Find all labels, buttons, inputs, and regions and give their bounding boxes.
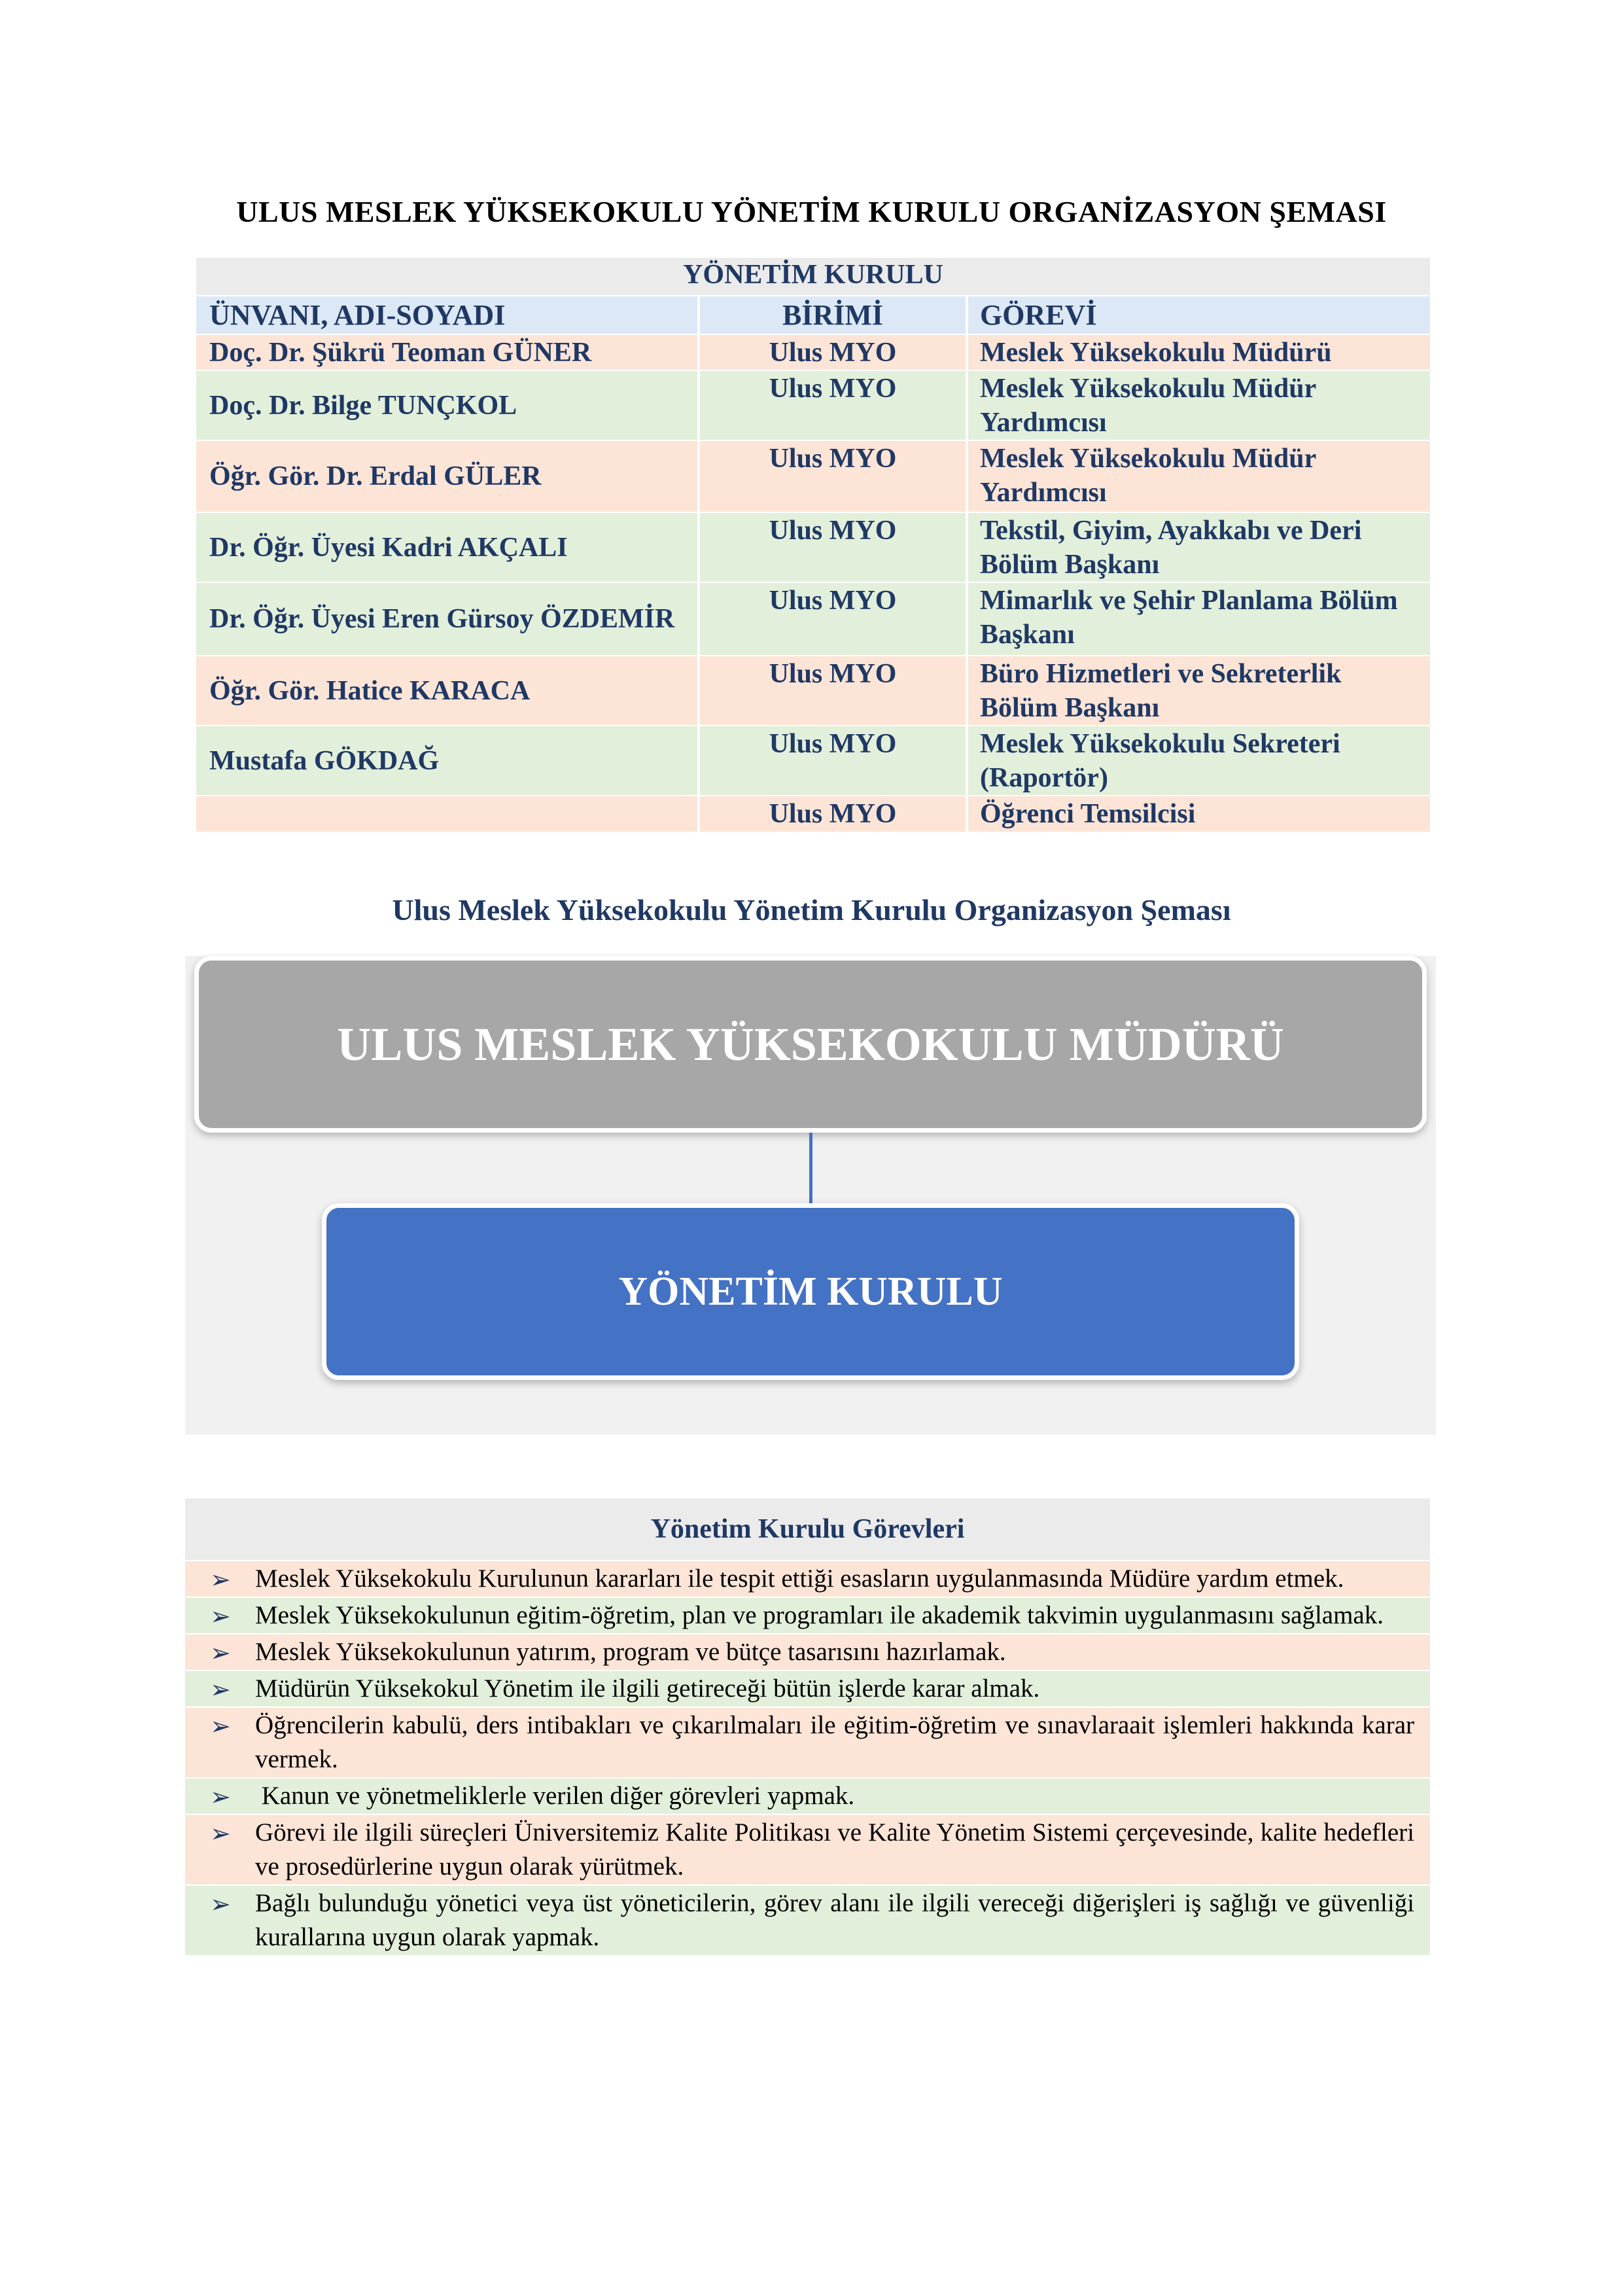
table-row <box>196 795 1430 832</box>
member-unit: Ulus MYO <box>700 370 968 440</box>
arrow-bullet-icon: ➢ <box>210 1602 231 1631</box>
duties-title: Yönetim Kurulu Görevleri <box>185 1498 1430 1560</box>
member-unit: Ulus MYO <box>700 334 968 370</box>
duty-text: Meslek Yüksekokulunun eğitim-öğretim, plan ve programları ile akademik takvimin uygulanmasını sağlamak. <box>255 1601 1384 1629</box>
member-role: Meslek Yüksekokulu Müdür Yardımcısı <box>968 370 1430 440</box>
org-chart-child-node: YÖNETİM KURULU <box>322 1203 1299 1380</box>
member-role: Meslek Yüksekokulu Müdürü <box>968 334 1430 370</box>
duties-list <box>185 1560 1430 1955</box>
table-row <box>196 512 1430 582</box>
duty-text: Bağlı bulunduğu yönetici veya üst yöneticilerin, görev alanı ile ilgili vereceği diğerişleri iş sağlığı ve güvenliği kurallarına uygun olarak yapmak. <box>255 1889 1414 1951</box>
member-unit: Ulus MYO <box>700 795 968 832</box>
arrow-bullet-icon: ➢ <box>210 1782 231 1811</box>
duty-text: Meslek Yüksekokulunun yatırım, program ve bütçe tasarısını hazırlamak. <box>255 1638 1006 1666</box>
table-row <box>196 655 1430 725</box>
duty-item <box>185 1706 1430 1777</box>
member-name: Öğr. Gör. Dr. Erdal GÜLER <box>196 440 700 512</box>
member-name <box>196 795 700 832</box>
arrow-bullet-icon: ➢ <box>210 1565 231 1594</box>
org-chart-root-node: ULUS MESLEK YÜKSEKOKULU MÜDÜRÜ <box>194 956 1427 1133</box>
duties-section <box>185 1498 1430 1955</box>
member-unit: Ulus MYO <box>700 440 968 512</box>
duty-item <box>185 1670 1430 1706</box>
member-role: Büro Hizmetleri ve Sekreterlik Bölüm Başkanı <box>968 655 1430 725</box>
member-role: Öğrenci Temsilcisi <box>968 795 1430 832</box>
member-name: Dr. Öğr. Üyesi Kadri AKÇALI <box>196 512 700 582</box>
arrow-bullet-icon: ➢ <box>210 1638 231 1667</box>
member-role: Meslek Yüksekokulu Sekreteri (Raportör) <box>968 725 1430 795</box>
arrow-bullet-icon: ➢ <box>210 1890 231 1918</box>
arrow-bullet-icon: ➢ <box>210 1712 231 1740</box>
duty-item <box>185 1814 1430 1884</box>
column-header-role: GÖREVİ <box>968 295 1430 334</box>
arrow-bullet-icon: ➢ <box>210 1675 231 1704</box>
duty-item <box>185 1777 1430 1814</box>
member-unit: Ulus MYO <box>700 655 968 725</box>
member-unit: Ulus MYO <box>700 582 968 655</box>
table-merged-header-row <box>196 258 1430 295</box>
member-name: Doç. Dr. Şükrü Teoman GÜNER <box>196 334 700 370</box>
org-chart-subtitle: Ulus Meslek Yüksekokulu Yönetim Kurulu Organizasyon Şeması <box>392 893 1231 927</box>
table-row <box>196 370 1430 440</box>
table-merged-header: YÖNETİM KURULU <box>196 258 1430 295</box>
org-chart-connector-line <box>809 1133 812 1203</box>
column-header-unit: BİRİMİ <box>700 295 968 334</box>
arrow-bullet-icon: ➢ <box>210 1819 231 1848</box>
member-unit: Ulus MYO <box>700 512 968 582</box>
table-row <box>196 440 1430 512</box>
duty-text: Kanun ve yönetmeliklerle verilen diğer görevleri yapmak. <box>255 1782 855 1810</box>
member-role: Mimarlık ve Şehir Planlama Bölüm Başkanı <box>968 582 1430 655</box>
page-title: ULUS MESLEK YÜKSEKOKULU YÖNETİM KURULU ORGANİZASYON ŞEMASI <box>236 195 1387 228</box>
member-unit: Ulus MYO <box>700 725 968 795</box>
duty-item <box>185 1884 1430 1955</box>
member-name: Dr. Öğr. Üyesi Eren Gürsoy ÖZDEMİR <box>196 582 700 655</box>
member-name: Doç. Dr. Bilge TUNÇKOL <box>196 370 700 440</box>
member-role: Tekstil, Giyim, Ayakkabı ve Deri Bölüm Başkanı <box>968 512 1430 582</box>
table-column-header-row <box>196 295 1430 334</box>
duty-text: Öğrencilerin kabulü, ders intibakları ve çıkarılmaları ile eğitim-öğretim ve sınavlaraait işlemleri hakkında karar vermek. <box>255 1711 1414 1773</box>
table-row <box>196 334 1430 370</box>
duty-item <box>185 1597 1430 1633</box>
table-row <box>196 582 1430 655</box>
duty-item <box>185 1633 1430 1670</box>
org-chart-panel <box>185 956 1436 1435</box>
board-table <box>196 258 1430 832</box>
column-header-name: ÜNVANI, ADI-SOYADI <box>196 295 700 334</box>
member-name: Mustafa GÖKDAĞ <box>196 725 700 795</box>
duty-text: Meslek Yüksekokulu Kurulunun kararları ile tespit ettiği esasların uygulanmasında Müdüre yardım etmek. <box>255 1564 1344 1593</box>
duty-item <box>185 1560 1430 1597</box>
duty-text: Müdürün Yüksekokul Yönetim ile ilgili getireceği bütün işlerde karar almak. <box>255 1674 1040 1703</box>
duty-text: Görevi ile ilgili süreçleri Üniversitemiz Kalite Politikası ve Kalite Yönetim Sistemi çerçevesinde, kalite hedefleri ve prosedürlerine uygun olarak yürütmek. <box>255 1818 1414 1881</box>
table-row <box>196 725 1430 795</box>
member-role: Meslek Yüksekokulu Müdür Yardımcısı <box>968 440 1430 512</box>
member-name: Öğr. Gör. Hatice KARACA <box>196 655 700 725</box>
